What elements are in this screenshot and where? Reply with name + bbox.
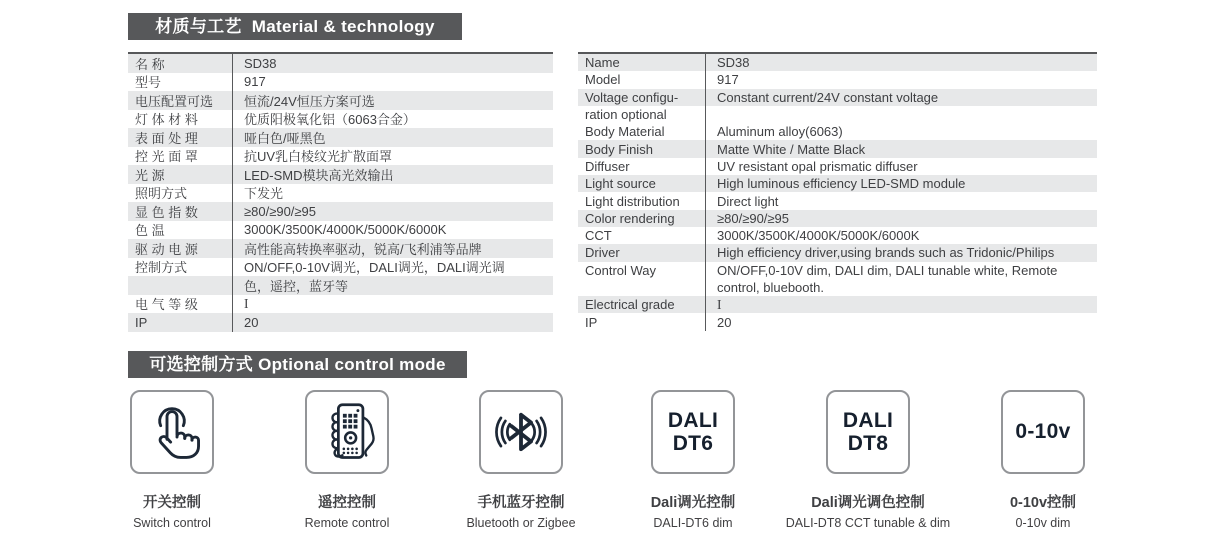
spec-row [128, 295, 553, 314]
spec-value: High efficiency driver,using brands such as Tridonic/Philips [705, 244, 1097, 261]
spec-label: Name [585, 55, 620, 71]
spec-value: 20 [705, 313, 1097, 330]
spec-label: CCT [585, 228, 612, 244]
spec-label: Light source [585, 176, 656, 192]
spec-label: Color rendering [585, 210, 675, 226]
spec-value: I [705, 296, 1097, 313]
spec-row [128, 313, 553, 332]
spec-label: 电 气 等 级 [135, 297, 198, 313]
mode-label-en: Remote control [304, 516, 390, 530]
section-title-optional-control-mode: 可选控制方式 Optional control mode [128, 351, 467, 378]
mode-label-en: Switch control [133, 516, 211, 530]
mode-label-cn: 手机蓝牙控制 [477, 495, 565, 511]
spec-row [128, 91, 553, 110]
spec-value: LED-SMD模块高光效输出 [232, 165, 553, 184]
spec-label: 控制方式 [135, 260, 188, 276]
spec-label: 照明方式 [135, 186, 188, 202]
control-mode-0-10v [955, 390, 1131, 530]
spec-label: Diffuser [585, 158, 630, 174]
spec-row [578, 71, 1097, 88]
spec-label: 名 称 [135, 56, 165, 72]
spec-row [128, 165, 553, 184]
spec-row [578, 210, 1097, 227]
spec-value: 高性能高转换率驱动，锐高/飞利浦等品牌 [232, 239, 553, 258]
spec-label: 电压配置可选 [135, 93, 214, 109]
dali-dt8-icon [826, 390, 910, 474]
control-mode-dali-dt6 [605, 390, 781, 530]
zero-ten-v-icon [1001, 390, 1085, 474]
spec-value: SD38 [705, 54, 1097, 71]
spec-value: 哑白色/哑黑色 [232, 128, 553, 147]
spec-value: UV resistant opal prismatic diffuser [705, 158, 1097, 175]
spec-row [578, 54, 1097, 71]
spec-value: 优质阳极氧化铝（6063合金） [232, 110, 553, 129]
spec-label: 控 光 面 罩 [135, 149, 198, 165]
spec-value: Matte White / Matte Black [705, 140, 1097, 157]
spec-value: 恒流/24V恒压方案可选 [232, 91, 553, 110]
spec-label: 显 色 指 数 [135, 204, 198, 220]
mode-label-en: Bluetooth or Zigbee [466, 516, 576, 530]
spec-label: Body Finish [585, 141, 653, 157]
spec-label: Body Material [585, 124, 665, 140]
spec-label: 光 源 [135, 167, 165, 183]
spec-row [578, 158, 1097, 175]
spec-value: 917 [232, 73, 553, 92]
remote-icon [305, 390, 389, 474]
spec-row [128, 128, 553, 147]
control-mode-bluetooth [433, 390, 609, 530]
spec-value: Constant current/24V constant voltage [705, 89, 1097, 106]
spec-row [128, 221, 553, 240]
control-mode-switch [84, 390, 260, 530]
spec-row [578, 106, 1097, 123]
dali-dt6-icon [651, 390, 735, 474]
bluetooth-icon [479, 390, 563, 474]
control-modes-row [0, 390, 1213, 540]
spec-label: Electrical grade [585, 297, 675, 313]
spec-value: 抗UV乳白棱纹光扩散面罩 [232, 147, 553, 166]
spec-value: control, bluebooth. [705, 279, 1097, 296]
spec-row [578, 279, 1097, 296]
spec-label: IP [585, 314, 598, 330]
spec-value: Direct light [705, 192, 1097, 209]
spec-value: ON/OFF,0-10V调光，DALI调光，DALI调光调 [232, 258, 553, 277]
spec-value: SD38 [232, 54, 553, 73]
spec-row [128, 147, 553, 166]
spec-value [705, 106, 1097, 123]
spec-row [128, 184, 553, 203]
icon-text: 0-10v [1015, 420, 1071, 444]
spec-label: 型号 [135, 75, 162, 91]
spec-value: 下发光 [232, 184, 553, 203]
spec-label: Light distribution [585, 193, 680, 209]
control-mode-dali-dt8 [780, 390, 956, 530]
spec-value: High luminous efficiency LED-SMD module [705, 175, 1097, 192]
mode-label-cn: 开关控制 [143, 495, 201, 511]
spec-row [578, 244, 1097, 261]
spec-label: Control Way [585, 262, 657, 278]
spec-table-english [578, 52, 1097, 331]
mode-label-en: 0-10v dim [1015, 516, 1071, 530]
spec-row [578, 262, 1097, 279]
spec-value: 20 [232, 313, 553, 332]
spec-row [128, 73, 553, 92]
spec-label: IP [135, 314, 148, 330]
spec-row [578, 140, 1097, 157]
spec-value: 917 [705, 71, 1097, 88]
spec-label: 驱 动 电 源 [135, 241, 198, 257]
mode-label-en: DALI-DT8 CCT tunable & dim [785, 516, 951, 530]
spec-row [128, 258, 553, 277]
spec-row [578, 89, 1097, 106]
spec-value: I [232, 295, 553, 314]
spec-value: ON/OFF,0-10V dim, DALI dim, DALI tunable white, Remote [705, 262, 1097, 279]
spec-value: ≥80/≥90/≥95 [232, 202, 553, 221]
spec-label: 表 面 处 理 [135, 130, 198, 146]
spec-table-chinese [128, 52, 553, 332]
touch-icon [130, 390, 214, 474]
spec-label: 灯 体 材 料 [135, 112, 198, 128]
spec-row [578, 296, 1097, 313]
mode-label-cn: Dali调光调色控制 [811, 495, 925, 511]
spec-value: ≥80/≥90/≥95 [705, 210, 1097, 227]
spec-value: 3000K/3500K/4000K/5000K/6000K [232, 221, 553, 240]
spec-row [578, 313, 1097, 330]
spec-label: Model [585, 72, 621, 88]
spec-row [578, 123, 1097, 140]
spec-label: Voltage configu- [585, 89, 679, 105]
icon-text: DALI DT8 [842, 408, 894, 455]
mode-label-cn: 遥控控制 [318, 495, 376, 511]
spec-label: 色 温 [135, 223, 165, 239]
spec-row [128, 276, 553, 295]
mode-label-cn: 0-10v控制 [1009, 495, 1077, 511]
spec-value: Aluminum alloy(6063) [705, 123, 1097, 140]
mode-label-en: DALI-DT6 dim [653, 516, 733, 530]
spec-row [128, 239, 553, 258]
section-title-material-technology: 材质与工艺 Material & technology [128, 13, 462, 40]
spec-row [128, 202, 553, 221]
control-mode-remote [259, 390, 435, 530]
spec-row [128, 54, 553, 73]
spec-row [128, 110, 553, 129]
spec-label: Driver [585, 245, 620, 261]
spec-value: 色，遥控，蓝牙等 [232, 276, 553, 295]
mode-label-cn: Dali调光控制 [650, 495, 736, 511]
icon-text: DALI DT6 [667, 408, 719, 455]
spec-value: 3000K/3500K/4000K/5000K/6000K [705, 227, 1097, 244]
spec-row [578, 227, 1097, 244]
spec-label: ration optional [585, 107, 667, 123]
spec-row [578, 192, 1097, 209]
spec-row [578, 175, 1097, 192]
